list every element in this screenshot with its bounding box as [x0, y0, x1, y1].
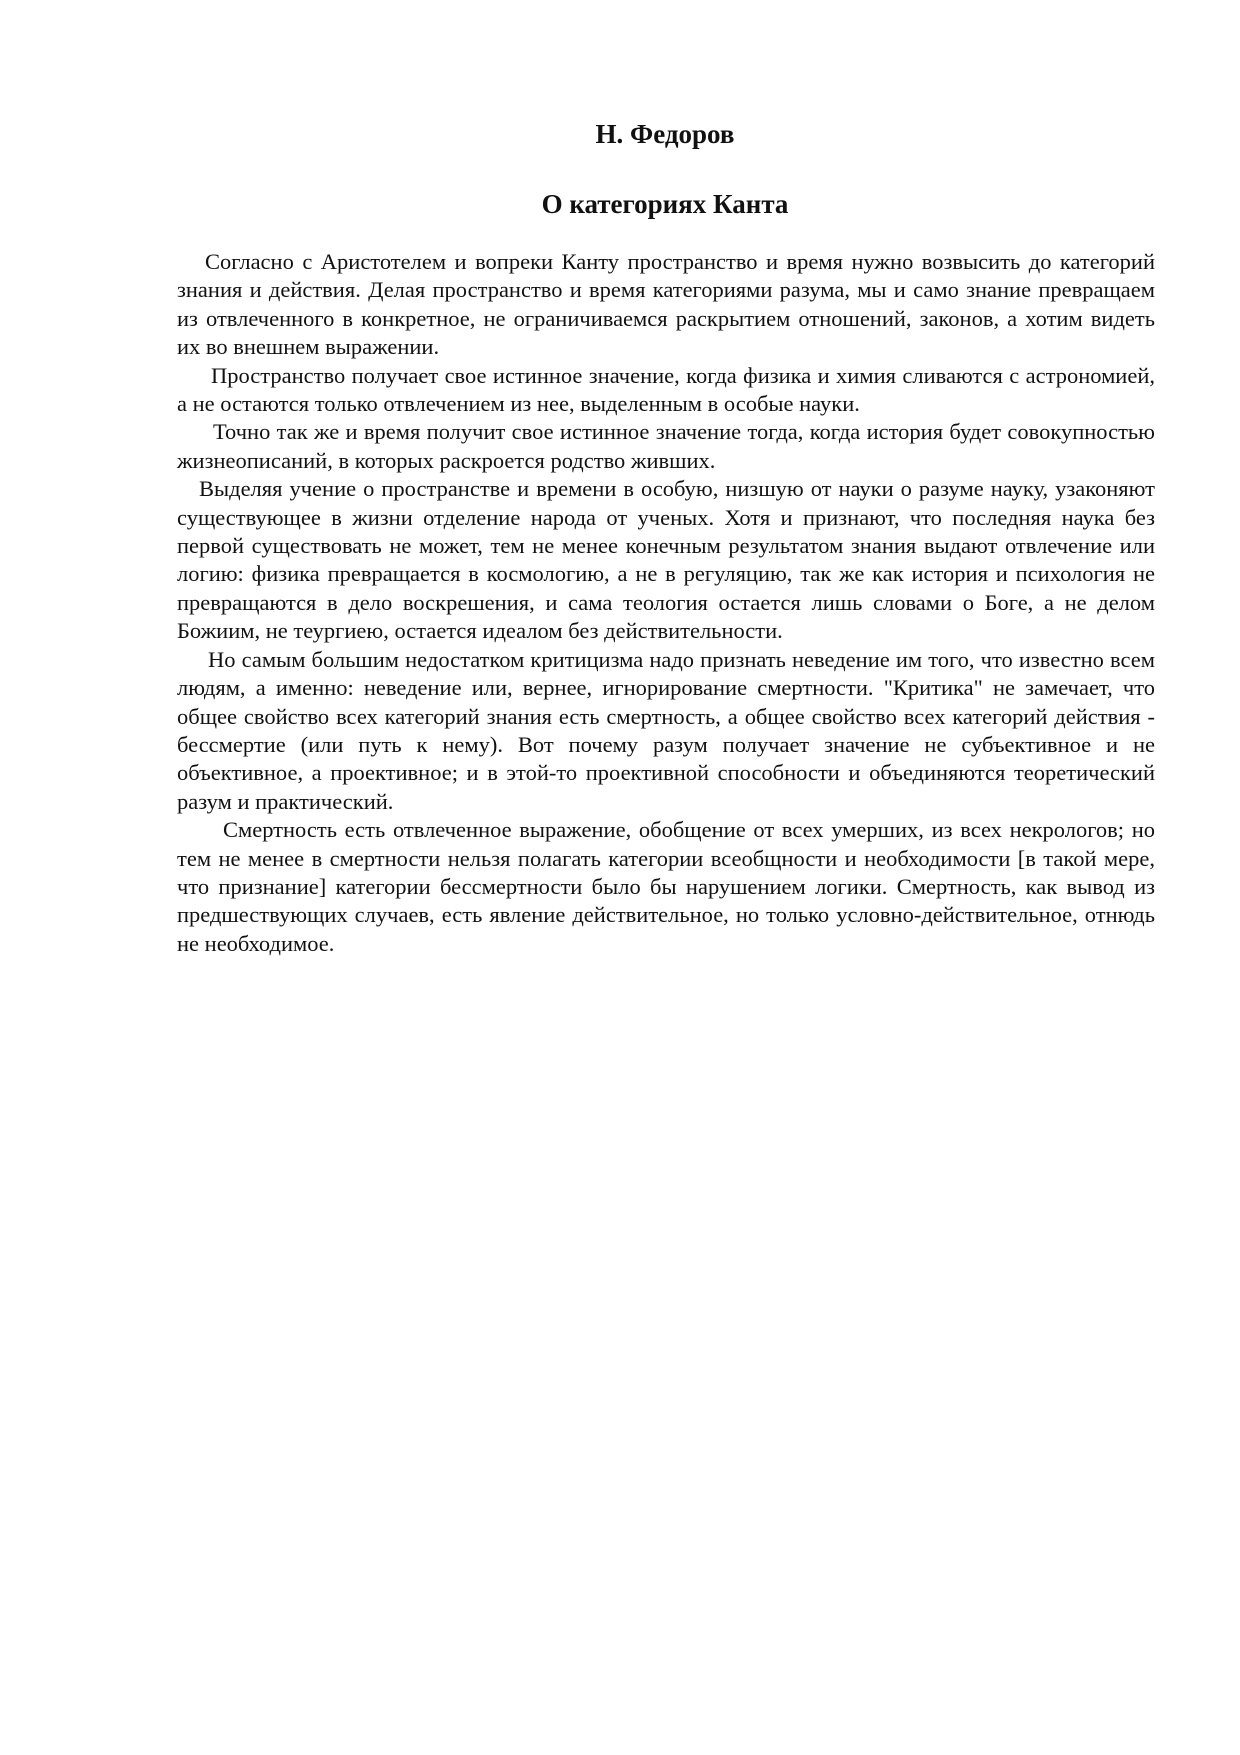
paragraph: Точно так же и время получит свое истинное значение тогда, когда история будет совокупностью жизнеописаний, в которых раскроется родство живших. [177, 419, 1155, 473]
paragraph: Смертность есть отвлеченное выражение, обобщение от всех умерших, из всех некрологов; но тем не менее в смертности нельзя полагать категории всеобщности и необходимости [в такой мере, что признание] категории бессмертности было бы нарушением логики. Смертность, как вывод из предшествующих случаев, есть явление действительное, но только условно-действительное, отнюдь не необходимое. [177, 817, 1155, 956]
author-name: Н. Федоров [595, 119, 735, 149]
paragraph: Согласно с Аристотелем и вопреки Канту пространство и время нужно возвысить до категорий знания и действия. Делая пространство и время категориями разума, мы и само знание превращаем из отвлеченного в конкретное, не ограничиваемся раскрытием отношений, законов, а хотим видеть их во внешнем выражении. [177, 249, 1155, 360]
paragraph: Пространство получает свое истинное значение, когда физика и химия сливаются с астрономией, а не остаются только отвлечением из нее, выделенным в особые науки. [177, 362, 1155, 417]
paragraph: Выделяя учение о пространстве и времени в особую, низшую от науки о разуме науку, узаконяют существующее в жизни отделение народа от ученых. Хотя и признают, что последняя наука без первой существовать не может, тем не менее конечным результатом знания выдают отвлечение или логию: физика превращается в космологию, а не в регуляцию, так же как история и психология не превращаются в дело воскрешения, и сама теология остается лишь словами о Боге, а не делом Божиим, не теургиею, остается идеалом без действительности. [177, 476, 1155, 644]
document-title: О категориях Канта [541, 189, 789, 219]
document-body [177, 248, 1155, 958]
paragraph: Но самым большим недостатком критицизма надо признать неведение им того, что известно всем людям, а именно: неведение или, вернее, игнорирование смертности. "Критика" не замечает, что общее свойство всех категорий знания есть смертность, а общее свойство всех категорий действия - бессмертие (или путь к нему). Вот почему разум получает значение не субъективное и не объективное, а проективное; и в этой-то проективной способности и объединяются теоретический разум и практический. [177, 646, 1155, 814]
